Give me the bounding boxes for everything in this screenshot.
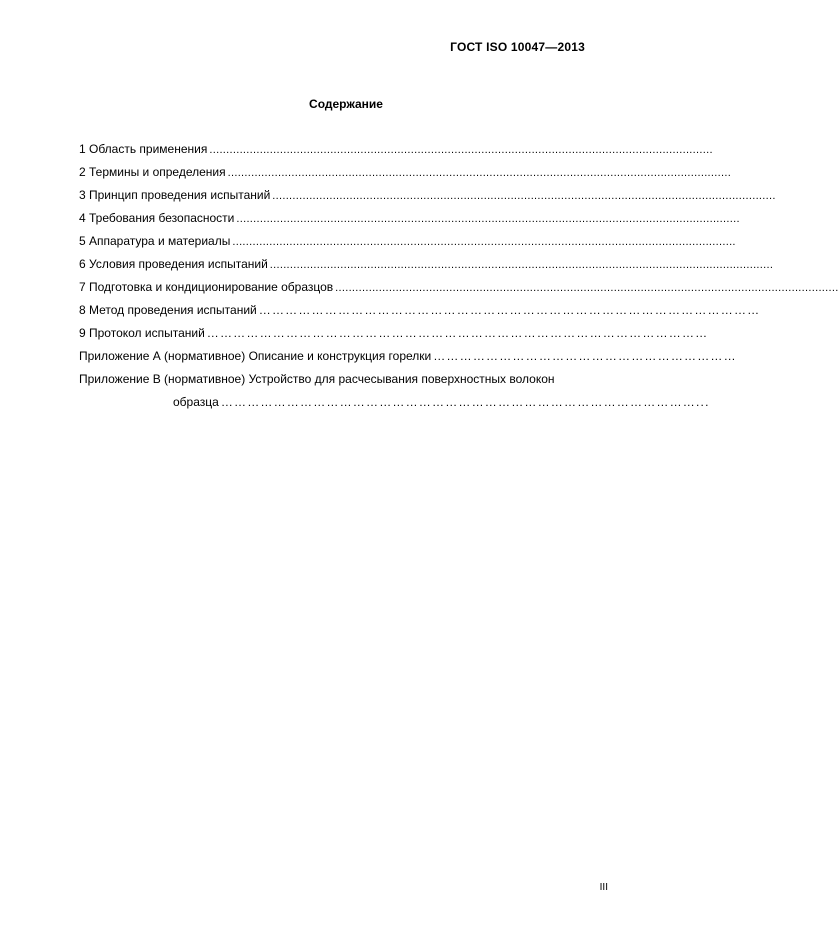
toc-entry-label: Приложение А (нормативное) Описание и конструкция горелки	[79, 349, 432, 363]
toc-entry-specimen-preparation[interactable]	[79, 280, 839, 303]
toc-entry-annex-a[interactable]	[79, 349, 737, 372]
toc-entry-label: 7 Подготовка и кондиционирование образцов	[79, 280, 334, 294]
toc-entry-label: 9 Протокол испытаний	[79, 326, 205, 340]
dot-leader: ……………………………………………………………………………………………………	[206, 326, 709, 340]
toc-entry-safety[interactable]	[79, 211, 740, 234]
toc-entry-continuation	[79, 395, 710, 418]
toc-entry-terms[interactable]	[79, 165, 732, 188]
toc-entry-scope[interactable]	[79, 142, 713, 165]
toc-entry-conditions[interactable]	[79, 257, 774, 280]
page-number: III	[599, 882, 608, 893]
toc-entry-procedure[interactable]	[79, 303, 761, 326]
dot-leader: ......................................................................................................................................................	[272, 190, 776, 202]
toc-entry-annex-b[interactable]	[79, 372, 710, 418]
dot-leader: ………………………………………………………………………………………………...	[220, 395, 710, 409]
dot-leader: ......................................................................................................................................................	[335, 282, 839, 294]
toc-entry-label: 8 Метод проведения испытаний	[79, 303, 257, 317]
page-title: Содержание	[309, 97, 383, 111]
toc-entry-label: 5 Аппаратура и материалы	[79, 234, 231, 248]
table-of-contents	[79, 142, 839, 418]
toc-entry-test-report[interactable]	[79, 326, 709, 349]
dot-leader: ......................................................................................................................................................	[227, 167, 732, 179]
toc-entry-label: 3 Принцип проведения испытаний	[79, 188, 271, 202]
dot-leader: ……………………………………………………………………………………………………	[258, 303, 761, 317]
dot-leader: ......................................................................................................................................................	[209, 144, 713, 156]
standard-number: ГОСТ ISO 10047—2013	[450, 40, 585, 54]
toc-entry-label: Приложение В (нормативное) Устройство для расчесывания поверхностных волокон	[79, 372, 555, 386]
dot-leader: ……………………………………………………………	[433, 349, 737, 363]
dot-leader: ......................................................................................................................................................	[269, 259, 774, 271]
toc-entry-label: 4 Требования безопасности	[79, 211, 235, 225]
toc-entry-label: 2 Термины и определения	[79, 165, 226, 179]
toc-entry-principle[interactable]	[79, 188, 776, 211]
toc-entry-apparatus[interactable]	[79, 234, 736, 257]
toc-entry-label: 1 Область применения	[79, 142, 208, 156]
toc-entry-label-continued: образца	[173, 395, 219, 409]
dot-leader: ......................................................................................................................................................	[232, 236, 736, 248]
toc-entry-label: 6 Условия проведения испытаний	[79, 257, 268, 271]
dot-leader: ......................................................................................................................................................	[236, 213, 740, 225]
